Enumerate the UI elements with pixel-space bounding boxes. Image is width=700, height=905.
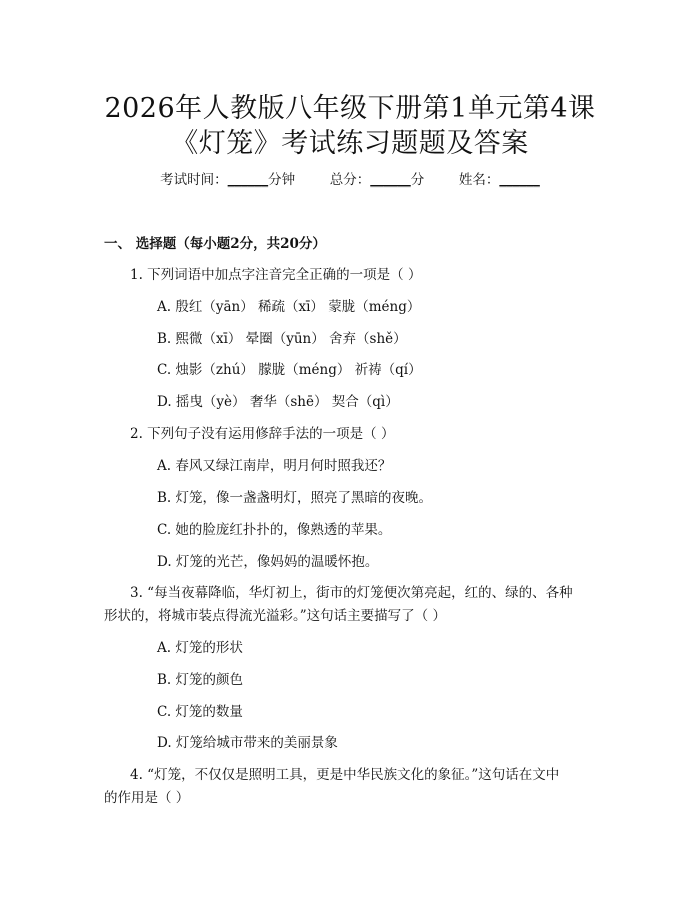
question-3-stem-line2: 形状的，将城市装点得流光溢彩。”这句话主要描写了（ ）: [104, 608, 446, 624]
question-1-option-b: B. 熙微（xī） 晕圈（yūn） 舍弃（shě）: [157, 331, 407, 347]
time-label: 考试时间：: [160, 172, 228, 188]
question-1-stem: 1. 下列词语中加点字注音完全正确的一项是（ ）: [130, 267, 422, 283]
page-title-line1: 2026年人教版八年级下册第1单元第4课: [104, 93, 596, 124]
section-heading: 一、 选择题（每小题2分，共20分）: [104, 236, 326, 252]
score-unit: 分: [410, 172, 425, 188]
time-blank: ______: [227, 172, 269, 188]
question-1-option-c: C. 烛影（zhú） 朦胧（méng） 祈祷（qí）: [157, 362, 422, 378]
exam-meta-row: [0, 168, 700, 188]
question-3-stem-line1: 3. “每当夜幕降临，华灯初上，街市的灯笼便次第亮起，红的、绿的、各种: [130, 585, 573, 601]
question-2-option-c: C. 她的脸庞红扑扑的，像熟透的苹果。: [157, 522, 392, 538]
question-1-option-d: D. 摇曳（yè） 奢华（shē） 契合（qì）: [157, 394, 399, 410]
time-unit: 分钟: [268, 172, 296, 188]
score-blank: ______: [370, 172, 411, 188]
question-1-option-a: A. 殷红（yān） 稀疏（xī） 蒙胧（méng）: [157, 299, 421, 315]
question-3-option-c: C. 灯笼的数量: [157, 704, 243, 720]
score-label: 总分：: [329, 172, 371, 188]
question-4-stem-line1: 4. “灯笼，不仅仅是照明工具，更是中华民族文化的象征。”这句话在文中: [130, 767, 560, 783]
question-2-option-b: B. 灯笼，像一盏盏明灯，照亮了黑暗的夜晚。: [157, 490, 433, 506]
question-3-option-d: D. 灯笼给城市带来的美丽景象: [157, 735, 338, 751]
name-label: 姓名：: [458, 172, 500, 188]
question-3-option-b: B. 灯笼的颜色: [157, 672, 244, 688]
question-4-stem-line2: 的作用是（ ）: [104, 790, 190, 806]
question-2-option-d: D. 灯笼的光芒，像妈妈的温暖怀抱。: [157, 554, 379, 570]
question-2-option-a: A. 春风又绿江南岸，明月何时照我还？: [157, 458, 392, 474]
question-2-stem: 2. 下列句子没有运用修辞手法的一项是（ ）: [130, 426, 395, 442]
page-title-line2: 《灯笼》考试练习题题及答案: [171, 128, 529, 159]
question-3-option-a: A. 灯笼的形状: [157, 640, 243, 656]
name-blank: ______: [499, 172, 540, 188]
